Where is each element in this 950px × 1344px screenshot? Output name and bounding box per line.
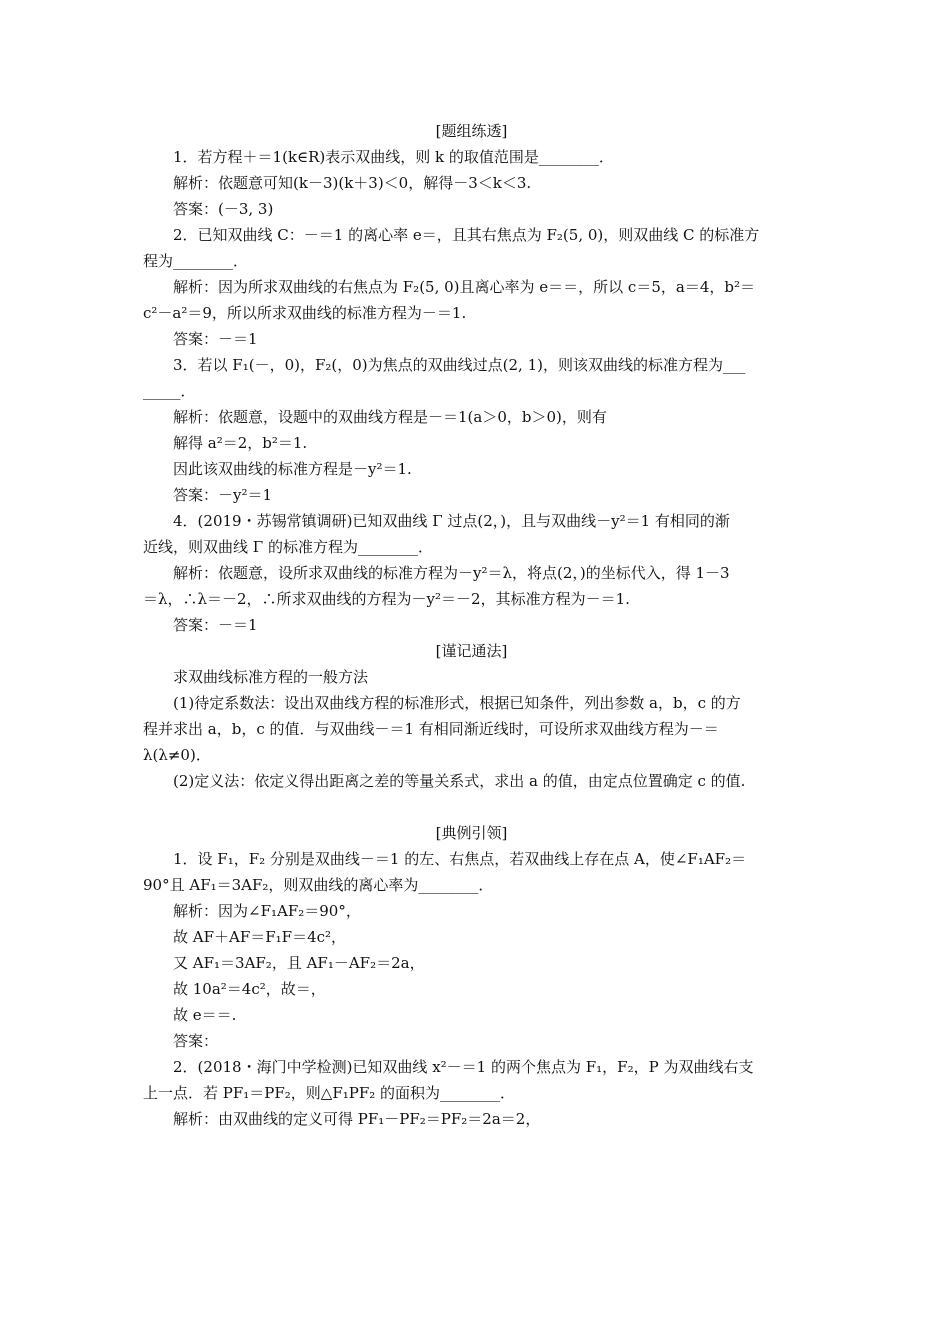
text-line: 因此该双曲线的标准方程是－y²＝1.	[173, 460, 412, 478]
text-line: 1．设 F₁，F₂ 分别是双曲线－＝1 的左、右焦点，若双曲线上存在点 A，使∠F₁AF₂＝	[173, 850, 747, 868]
section-spacer	[143, 794, 800, 820]
text-line: 1．若方程＋＝1(k∈R)表示双曲线，则 k 的取值范围是________．	[173, 148, 614, 166]
text-line: (2)定义法：依定义得出距离之差的等量关系式，求出 a 的值，由定点位置确定 c 的值.	[173, 772, 746, 790]
text-line: 答案：(－3, 3)	[173, 200, 274, 218]
text-line: 解析：因为∠F₁AF₂＝90°，	[173, 902, 361, 920]
text-line: 故 AF＋AF＝F₁F＝4c²，	[173, 928, 347, 946]
text-line: 程为________．	[143, 252, 249, 270]
text-line: c²－a²＝9，所以所求双曲线的标准方程为－＝1.	[143, 304, 467, 322]
text-line: (1)待定系数法：设出双曲线方程的标准形式，根据已知条件，列出参数 a，b，c 的方	[173, 694, 741, 712]
text-line: 90°且 AF₁＝3AF₂，则双曲线的离心率为________．	[143, 876, 494, 894]
text-line: 解析：由双曲线的定义可得 PF₁－PF₂＝PF₂＝2a＝2，	[173, 1110, 541, 1128]
text-line: 答案：－＝1	[173, 330, 258, 348]
section-title-practice: [题组练透]	[435, 122, 508, 140]
text-line: 解析：依题意可知(k－3)(k＋3)＜0，解得－3＜k＜3.	[173, 174, 532, 192]
text-line: 答案：－y²＝1	[173, 486, 273, 504]
text-line: 答案：	[173, 1032, 219, 1050]
text-line: 答案：－＝1	[173, 616, 258, 634]
text-line: 解得 a²＝2，b²＝1.	[173, 434, 308, 452]
text-line: 解析：因为所求双曲线的右焦点为 F₂(5, 0)且离心率为 e＝＝，所以 c＝5，a＝4，b²＝	[173, 278, 755, 296]
section-title-methods: [谨记通法]	[435, 642, 508, 660]
text-line: _____．	[143, 382, 196, 400]
text-line: 4．(2019・苏锡常镇调研)已知双曲线 Γ 过点(2，)，且与双曲线－y²＝1 有相同的渐	[173, 512, 730, 530]
text-line: 程并求出 a，b，c 的值．与双曲线－＝1 有相同渐近线时，可设所求双曲线方程为－＝	[143, 720, 719, 738]
text-line: 又 AF₁＝3AF₂，且 AF₁－AF₂＝2a，	[173, 954, 425, 972]
text-line: 解析：依题意，设所求双曲线的标准方程为－y²＝λ，将点(2，)的坐标代入，得 1－3	[173, 564, 730, 582]
text-line: 解析：依题意，设题中的双曲线方程是－＝1(a＞0，b＞0)，则有	[173, 408, 607, 426]
text-line: λ(λ≠0)．	[143, 746, 211, 764]
text-line: ＝λ，∴λ＝－2，∴所求双曲线的方程为－y²＝－2，其标准方程为－＝1.	[143, 590, 630, 608]
text-line: 近线，则双曲线 Γ 的标准方程为________．	[143, 538, 433, 556]
section-title-examples: [典例引领]	[435, 824, 508, 842]
section-practice-body	[143, 144, 800, 638]
section-methods-body	[143, 664, 800, 794]
text-line: 2．(2018・海门中学检测)已知双曲线 x²－＝1 的两个焦点为 F₁，F₂，P 为双曲线右支	[173, 1058, 754, 1076]
text-line: 故 e＝＝.	[173, 1006, 237, 1024]
text-line: 上一点．若 PF₁＝PF₂，则△F₁PF₂ 的面积为________．	[143, 1084, 516, 1102]
text-line: 2．已知双曲线 C：－＝1 的离心率 e＝，且其右焦点为 F₂(5, 0)，则双曲线 C 的标准方	[173, 226, 760, 244]
section-examples-body	[143, 846, 800, 1132]
text-line: 求双曲线标准方程的一般方法	[173, 668, 369, 686]
text-line: 3．若以 F₁(－，0)，F₂(，0)为焦点的双曲线过点(2, 1)，则该双曲线的标准方程为___	[173, 356, 746, 374]
text-line: 故 10a²＝4c²，故＝，	[173, 980, 326, 998]
